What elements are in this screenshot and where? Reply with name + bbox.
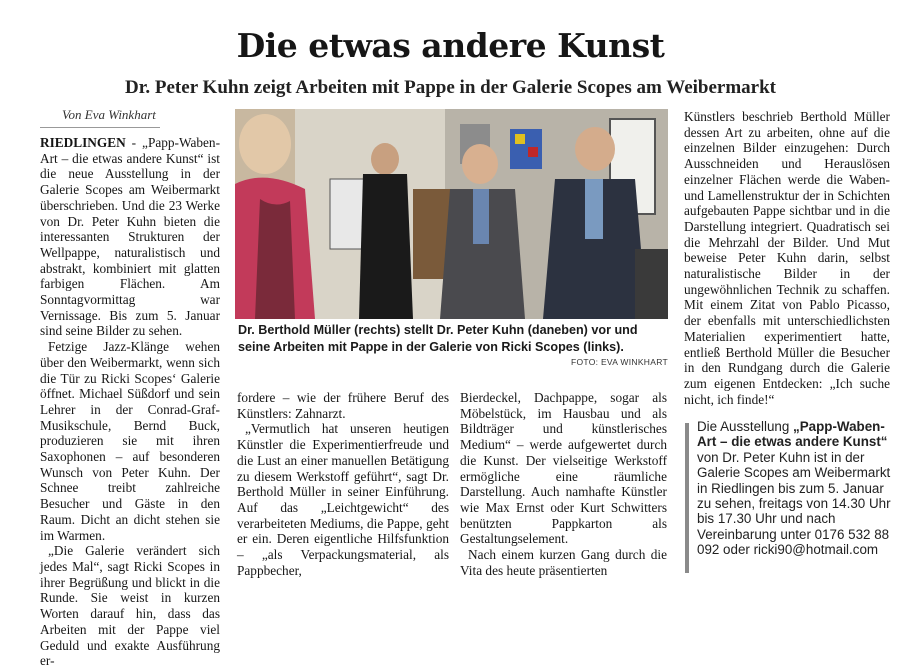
column-1-paragraph-2: Fetzige Jazz-Klänge wehen über den Weibermarkt, wenn sich die Tür zu Ricki Scopes‘ Galerie öffnet. Michael Süßdorf und sein Lehrer in der Conrad-Graf-Musikschule, Bernd Buck, produzieren sie mit ihren Saxophonen – auf besonderen Wunsch von Peter Kuhn. Der Schnee treibt zahlreiche Besucher und Gäste in den Raum. Dicht an dicht stehen sie im Warmen. (40, 339, 220, 543)
column-1-paragraph-3: „Die Galerie verändert sich jedes Mal“, sagt Ricki Scopes in ihrer Begrüßung und blickt in die Runde. Sie weist in kurzen Worten darauf hin, dass das Arbeiten mit der Pappe viel Geduld und exakte Ausführung er- (40, 543, 220, 669)
column-1-paragraph-1 (40, 135, 220, 339)
column-2-paragraph-1: fordere – wie der frühere Beruf des Künstlers: Zahnarzt. (237, 390, 449, 421)
photo-credit: FOTO: EVA WINKHART (570, 357, 668, 367)
column-3-paragraph-1: Bierdeckel, Dachpappe, sogar als Möbelstück, im Hausbau und als Bildträger und künstlerisches Medium“ – werde aufgewertet durch die Kunst. Der vielseitige Werkstoff ermögliche eine räumliche Darstellung. Auch namhafte Künstler wie Max Ernst oder Kurt Schwitters benützten Pappkarton als Gestaltungselement. (460, 390, 667, 547)
info-box-details: von Dr. Peter Kuhn ist in der Galerie Scopes am Weibermarkt in Riedlingen bis zum 5. Januar zu sehen, freitags von 14.30 Uhr bis 17.30 Uhr und nach Vereinbarung unter 0176 532 88 092 oder ricki90@hotmail.com (697, 449, 891, 558)
article-column-2 (237, 390, 449, 578)
exhibition-info-box (685, 419, 891, 571)
article-column-3 (460, 390, 667, 578)
column-2-paragraph-2: „Vermutlich hat unseren heutigen Künstler die Experimentierfreude und die Lust an einer manuellen Betätigung zu diesem Werkstoff geführt“, sagt Dr. Berthold Müller in seiner Einführung. Auf das „Leichtgewicht“ des verarbeiteten Mediums, die Pappe, geht er ein. Deren eigentliche Hilfsfunktion – „als Verpackungsmaterial, als Pappbecher, (237, 421, 449, 578)
gallery-photo-illustration (235, 109, 668, 319)
article-subheadline: Dr. Peter Kuhn zeigt Arbeiten mit Pappe in der Galerie Scopes am Weibermarkt (124, 77, 777, 98)
byline-divider (40, 127, 160, 128)
info-box-intro: Die Ausstellung (697, 419, 794, 434)
column-3-paragraph-2: Nach einem kurzen Gang durch die Vita des heute präsentierten (460, 547, 667, 578)
info-box-exhibition-title: „Papp-Waben-Art – die etwas andere Kunst“ (697, 419, 888, 450)
article-photo (235, 109, 668, 319)
article-headline: Die etwas andere Kunst (236, 26, 665, 65)
info-box-accent-bar (685, 423, 689, 573)
byline: Von Eva Winkhart (62, 107, 156, 122)
column-1-paragraph-1-text: - „Papp-Waben-Art – die etwas andere Kunst“ ist die neue Ausstellung in der Galerie Scopes am Weibermarkt überschrieben. Und die 23 Werke von Dr. Peter Kuhn bieten die interessanten Strukturen der Wellpappe, naturalistisch und abstrakt, kombiniert mit glatten farbigen Flächen. Am Sonntagvormittag war Vernissage. Bis zum 5. Januar sind seine Bilder zu sehen. (40, 135, 220, 339)
article-column-4 (684, 109, 890, 407)
article-column-1 (40, 135, 220, 669)
column-4-paragraph-1: Künstlers beschrieb Berthold Müller dessen Art zu arbeiten, ohne auf die einzelnen Bilder einzugehen: Durch Ausschneiden und Herauslösen einzelner Flächen werde die Waben- und Lamellenstruktur der in Schichten aufgebauten Pappe sichtbar und in die Darstellung integriert. Quadratisch sei die Mehrzahl der Bilder. Und Mut beweise Peter Kuhn darin, selbst naturalistische Bilder in der ungewöhnlichen Technik zu schaffen. Mit einem Zitat von Pablo Picasso, der ebenfalls mit unterschiedlichsten Materialien experimentiert hatte, entließ Berthold Müller die Besucher in den Rundgang durch die Galerie zum eigenen Entdecken: „Ich suche nicht, ich finde!“ (684, 109, 890, 407)
info-box-text (697, 419, 891, 558)
photo-caption: Dr. Berthold Müller (rechts) stellt Dr. Peter Kuhn (daneben) vor und seine Arbeiten mit Pappe in der Galerie von Ricki Scopes (links). (238, 323, 638, 354)
dateline: RIEDLINGEN (40, 135, 126, 150)
